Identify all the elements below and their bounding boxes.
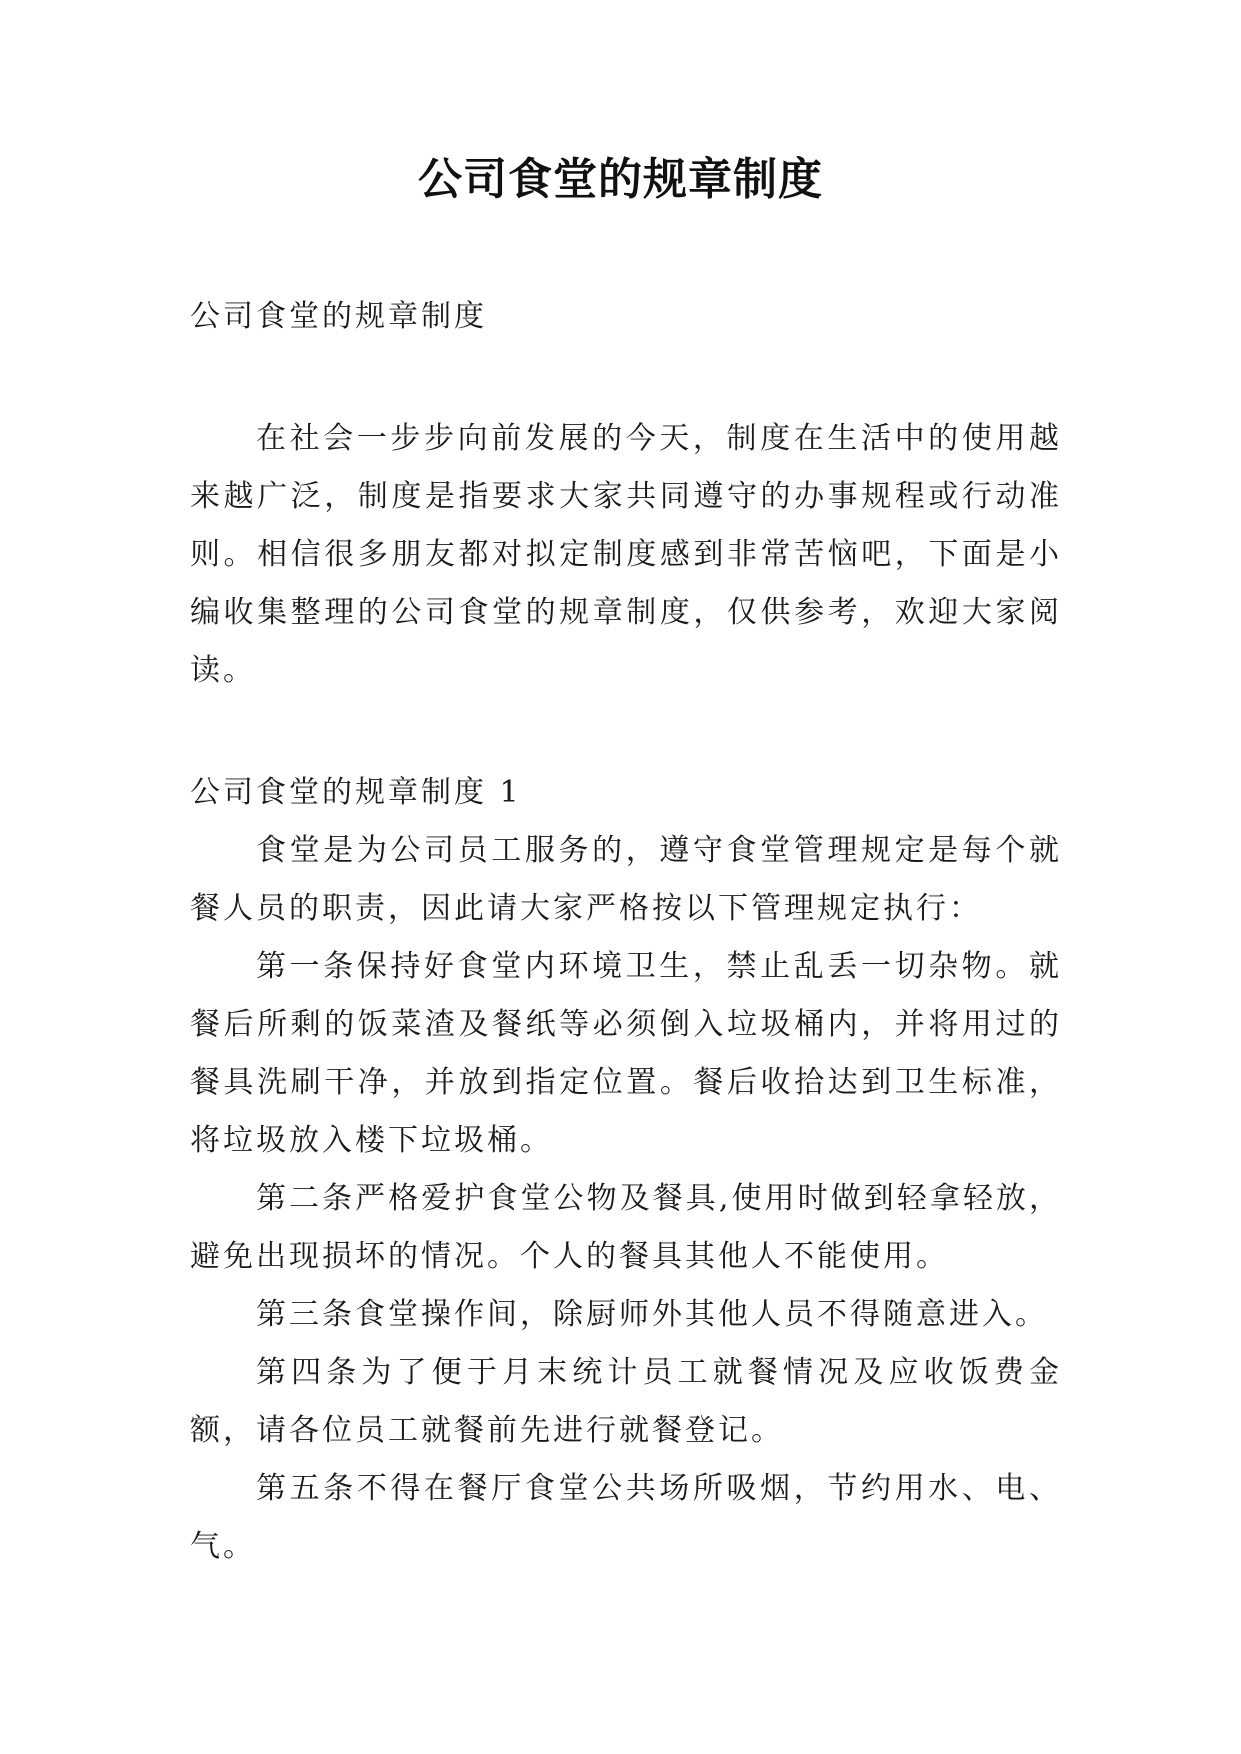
spacer	[190, 700, 1062, 764]
spacer	[190, 346, 1062, 410]
document-subtitle: 公司食堂的规章制度	[190, 299, 487, 334]
rule-article-4: 第四条为了便于月末统计员工就餐情况及应收饭费金额，请各位员工就餐前先进行就餐登记。	[190, 1355, 1062, 1448]
document-body	[190, 288, 1062, 1576]
rule-article-2: 第二条严格爱护食堂公物及餐具,使用时做到轻拿轻放，避免出现损坏的情况。个人的餐具其他人不能使用。	[190, 1181, 1062, 1274]
document-title: 公司食堂的规章制度	[418, 154, 823, 205]
intro-paragraph: 在社会一步步向前发展的今天，制度在生活中的使用越来越广泛，制度是指要求大家共同遵守的办事规程或行动准则。相信很多朋友都对拟定制度感到非常苦恼吧，下面是小编收集整理的公司食堂的规章制度，仅供参考，欢迎大家阅读。	[190, 421, 1062, 688]
rule-article-5: 第五条不得在餐厅食堂公共场所吸烟，节约用水、电、气。	[190, 1471, 1062, 1564]
rule-article-1: 第一条保持好食堂内环境卫生，禁止乱丢一切杂物。就餐后所剩的饭菜渣及餐纸等必须倒入垃圾桶内，并将用过的餐具洗刷干净，并放到指定位置。餐后收拾达到卫生标准，将垃圾放入楼下垃圾桶。	[190, 949, 1062, 1158]
rule-article-3: 第三条食堂操作间，除厨师外其他人员不得随意进入。	[256, 1297, 1048, 1332]
section-paragraph: 食堂是为公司员工服务的，遵守食堂管理规定是每个就餐人员的职责，因此请大家严格按以下管理规定执行：	[190, 833, 1062, 926]
section-heading: 公司食堂的规章制度 1	[190, 775, 522, 810]
